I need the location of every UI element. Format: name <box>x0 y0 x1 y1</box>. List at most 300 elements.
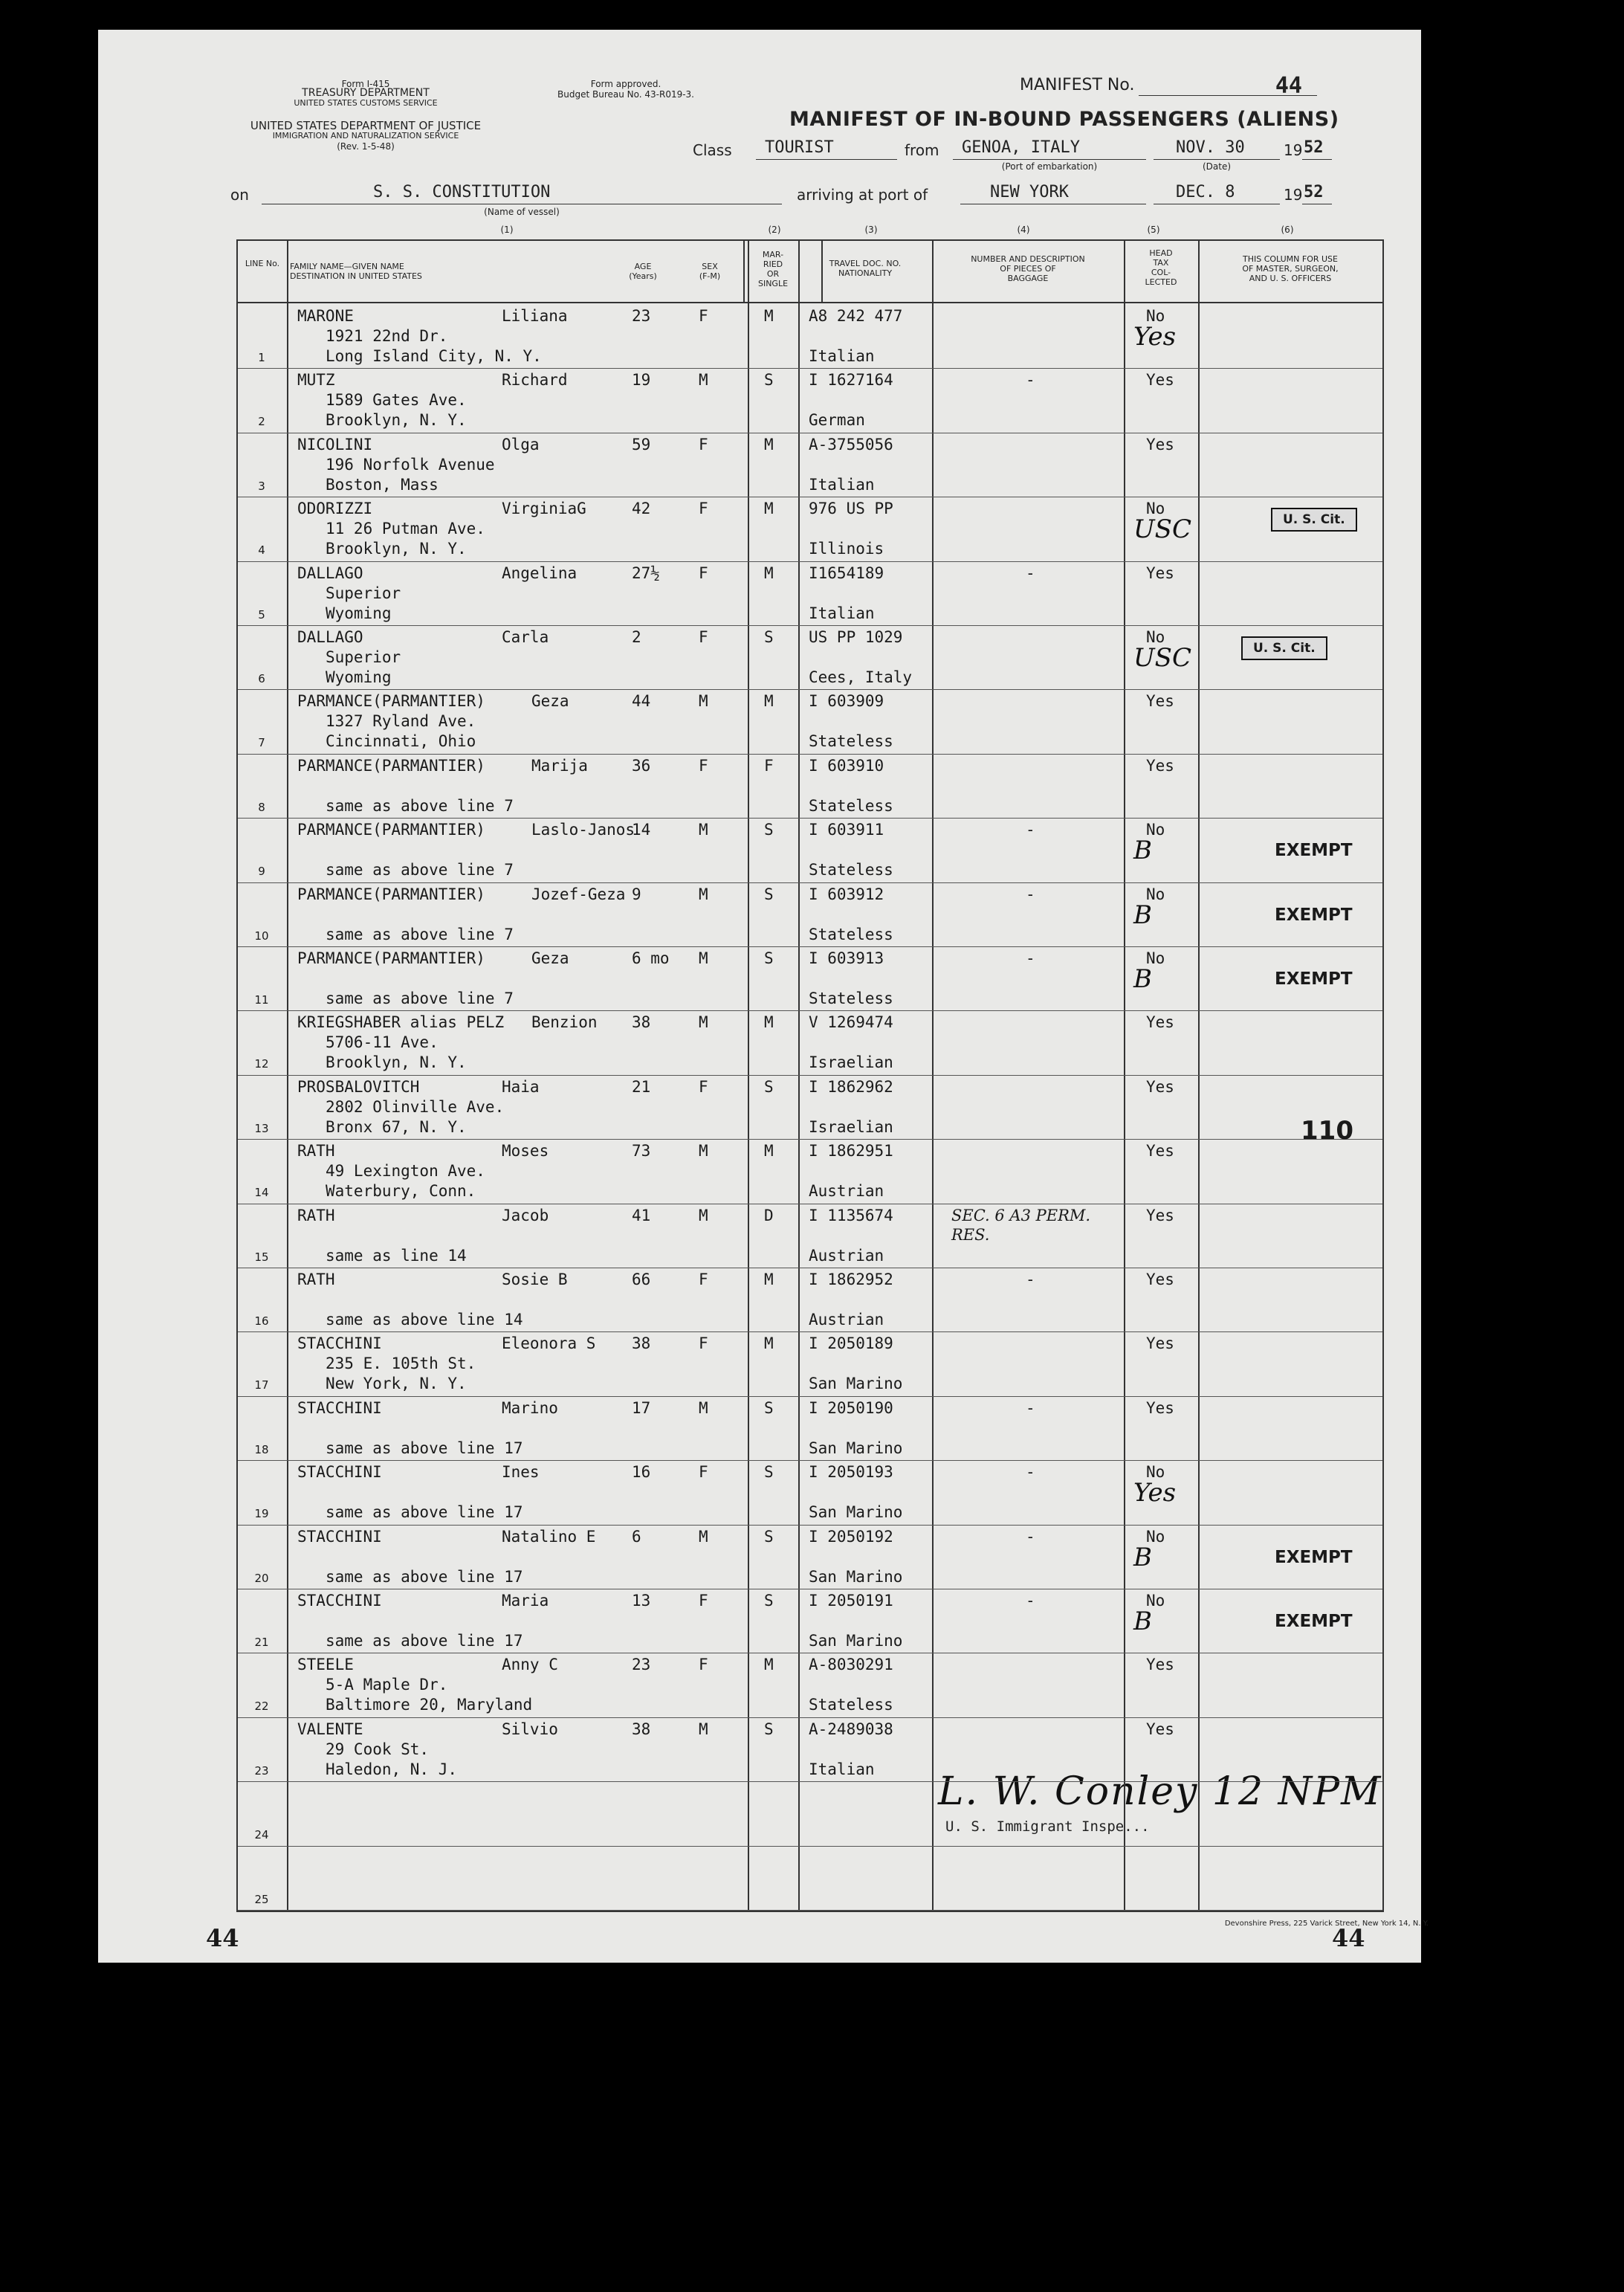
table-row <box>238 1526 1382 1589</box>
table-row <box>238 947 1382 1011</box>
line-number: 9 <box>258 865 265 879</box>
travel-doc-no: I 1862952 <box>809 1271 893 1288</box>
line-number: 8 <box>258 800 265 814</box>
nationality: Israelian <box>809 1117 893 1136</box>
family-name: STEELE <box>297 1656 354 1674</box>
given-name: Geza <box>531 949 569 967</box>
sex: M <box>699 1720 708 1738</box>
family-name: DALLAGO <box>297 628 363 646</box>
address-line-1: 2802 Olinville Ave. <box>326 1097 505 1116</box>
col-num-2: (2) <box>768 225 781 235</box>
travel-doc-no: I1654189 <box>809 564 884 582</box>
travel-doc-no: I 603913 <box>809 949 884 967</box>
age: 42 <box>632 500 651 518</box>
sex: F <box>699 307 708 325</box>
address-line-2: Brooklyn, N. Y. <box>326 1053 467 1072</box>
travel-doc-no: A-8030291 <box>809 1656 893 1674</box>
travel-doc-no: I 1135674 <box>809 1206 893 1224</box>
exempt-mark: EXEMPT <box>1275 1612 1353 1631</box>
head-tax: No <box>1146 821 1165 839</box>
line-number: 6 <box>258 672 265 685</box>
line-number: 11 <box>254 993 269 1007</box>
age: 13 <box>632 1592 651 1610</box>
age: 27½ <box>632 564 660 582</box>
family-name: VALENTE <box>297 1720 363 1738</box>
table-row <box>238 1076 1382 1146</box>
arrival-year-prefix: 19 <box>1284 186 1303 204</box>
family-name: RATH <box>297 1271 335 1288</box>
page-number-right: 44 <box>1332 1924 1365 1952</box>
head-tax: No <box>1146 885 1165 903</box>
age: 73 <box>632 1142 651 1160</box>
table-row <box>238 1332 1382 1396</box>
age: 66 <box>632 1271 651 1288</box>
travel-doc-no: I 2050192 <box>809 1527 893 1546</box>
ins-service: IMMIGRATION AND NATURALIZATION SERVICE <box>272 131 459 141</box>
sex: M <box>699 692 708 711</box>
manifest-title: MANIFEST OF IN-BOUND PASSENGERS (ALIENS) <box>789 108 1339 131</box>
nationality: Stateless <box>809 925 893 943</box>
sex: F <box>699 435 708 453</box>
page-number-left: 44 <box>206 1924 239 1952</box>
family-name: MARONE <box>297 307 354 325</box>
age: 6 mo <box>632 949 670 967</box>
tally-mark: 110 <box>1301 1115 1353 1146</box>
from-label: from <box>905 141 939 159</box>
sex: F <box>699 1463 708 1482</box>
address-line-1: 5706-11 Ave. <box>326 1033 439 1052</box>
address-line-2: same as above line 7 <box>326 861 514 879</box>
sex: M <box>699 821 708 839</box>
form-number: Form I-415 <box>341 79 390 89</box>
table-row <box>238 1653 1382 1717</box>
baggage: - <box>1026 885 1035 903</box>
row-divider <box>238 1910 1382 1911</box>
given-name: Liliana <box>502 307 568 325</box>
marital-status: S <box>764 949 774 967</box>
head-tax: Yes <box>1146 1206 1174 1224</box>
given-name: VirginiaG <box>502 500 586 518</box>
table-row <box>238 562 1382 626</box>
sex: M <box>699 1206 708 1224</box>
table-row <box>238 883 1382 947</box>
address-line-2: Wyoming <box>326 604 392 622</box>
line-number: 21 <box>254 1636 269 1649</box>
marital-status: S <box>764 821 774 839</box>
travel-doc-no: I 2050191 <box>809 1592 893 1610</box>
age: 21 <box>632 1077 651 1096</box>
travel-doc-no: I 603910 <box>809 756 884 775</box>
address-line-1: 1327 Ryland Ave. <box>326 712 476 731</box>
given-name: Ines <box>502 1463 540 1482</box>
table-row <box>238 1782 1382 1846</box>
line-number: 19 <box>254 1507 269 1521</box>
line-number: 16 <box>254 1314 269 1328</box>
family-name: PROSBALOVITCH <box>297 1077 420 1096</box>
table-row <box>238 1011 1382 1075</box>
family-name: MUTZ <box>297 371 335 390</box>
port-caption: (Port of embarkation) <box>1001 161 1098 172</box>
form-approved: Form approved. <box>590 79 661 89</box>
line-number: 20 <box>254 1571 269 1585</box>
address-line-1: 11 26 Putman Ave. <box>326 520 485 538</box>
given-name: Richard <box>502 371 568 390</box>
head-tax: No <box>1146 1527 1165 1546</box>
sex: M <box>699 1142 708 1160</box>
header-head-tax: HEAD TAX COL- LECTED <box>1145 248 1177 287</box>
depart-year-value: 52 <box>1304 138 1324 157</box>
line-number: 7 <box>258 736 265 750</box>
sex: F <box>699 1271 708 1288</box>
line-number: 23 <box>254 1763 269 1778</box>
table-row <box>238 369 1382 433</box>
travel-doc-no: I 603909 <box>809 692 884 711</box>
given-name: Haia <box>502 1077 540 1096</box>
head-tax: Yes <box>1146 1334 1174 1353</box>
nationality: San Marino <box>809 1375 903 1393</box>
address-line-1: Superior <box>326 648 401 666</box>
head-tax: Yes <box>1146 756 1174 775</box>
travel-doc-no: I 1862962 <box>809 1077 893 1096</box>
vessel-value: S. S. CONSTITUTION <box>373 183 551 201</box>
table-row <box>238 1397 1382 1461</box>
from-field <box>953 138 1146 160</box>
baggage: - <box>1026 564 1035 582</box>
table-row <box>238 1718 1382 1782</box>
family-name: KRIEGSHABER alias PELZ <box>297 1013 505 1032</box>
marital-status: S <box>764 1463 774 1482</box>
header-sex: SEX (F-M) <box>699 262 721 281</box>
age: 6 <box>632 1527 641 1546</box>
sex: M <box>699 885 708 903</box>
address-line-1: 49 Lexington Ave. <box>326 1162 485 1181</box>
baggage: SEC. 6 A3 PERM. RES. <box>951 1206 1091 1244</box>
travel-doc-no: A-2489038 <box>809 1720 893 1738</box>
marital-status: M <box>764 564 774 582</box>
customs-service: UNITED STATES CUSTOMS SERVICE <box>294 98 438 108</box>
header-travel-doc: TRAVEL DOC. NO. NATIONALITY <box>829 259 902 278</box>
handwritten-note: USC <box>1133 643 1191 673</box>
age: 23 <box>632 307 651 325</box>
head-tax: Yes <box>1146 435 1174 453</box>
head-tax: Yes <box>1146 371 1174 390</box>
travel-doc-no: I 2050190 <box>809 1398 893 1417</box>
col-num-5: (5) <box>1147 225 1160 235</box>
nationality: Stateless <box>809 990 893 1007</box>
given-name: Geza <box>531 692 569 711</box>
table-row <box>238 626 1382 690</box>
travel-doc-no: A-3755056 <box>809 435 893 453</box>
travel-doc-no: I 603911 <box>809 821 884 839</box>
age: 17 <box>632 1398 651 1417</box>
vessel-caption: (Name of vessel) <box>484 207 560 217</box>
sex: F <box>699 1077 708 1096</box>
baggage: - <box>1026 371 1035 390</box>
travel-doc-no: I 2050193 <box>809 1463 893 1482</box>
head-tax: Yes <box>1146 1271 1174 1288</box>
nationality: Italian <box>809 1760 875 1778</box>
nationality: Stateless <box>809 732 893 751</box>
header-officers: THIS COLUMN FOR USE OF MASTER, SURGEON, AND U. S. OFFICERS <box>1242 254 1339 283</box>
table-row <box>238 1461 1382 1525</box>
nationality: Cees, Italy <box>809 668 913 686</box>
depart-date-value: NOV. 30 <box>1176 138 1245 157</box>
baggage: - <box>1026 1271 1035 1288</box>
nationality: San Marino <box>809 1439 903 1457</box>
handwritten-note: Yes <box>1133 1478 1177 1508</box>
address-line-2: New York, N. Y. <box>326 1375 467 1393</box>
age: 9 <box>632 885 641 903</box>
nationality: Austrian <box>809 1246 884 1265</box>
line-number: 18 <box>254 1442 269 1456</box>
baggage: - <box>1026 1527 1035 1546</box>
marital-status: M <box>764 435 774 453</box>
class-label: Class <box>693 141 732 159</box>
nationality: Italian <box>809 347 875 365</box>
table-row <box>238 1268 1382 1332</box>
address-line-2: Bronx 67, N. Y. <box>326 1117 467 1136</box>
address-line-2: Brooklyn, N. Y. <box>326 540 467 558</box>
nationality: Austrian <box>809 1182 884 1201</box>
table-row <box>238 755 1382 819</box>
age: 2 <box>632 628 641 646</box>
arrival-port-value: NEW YORK <box>990 183 1069 201</box>
age: 16 <box>632 1463 651 1482</box>
address-line-1: 1921 22nd Dr. <box>326 327 448 345</box>
age: 59 <box>632 435 651 453</box>
family-name: RATH <box>297 1142 335 1160</box>
given-name: Angelina <box>502 564 578 582</box>
address-line-2: same as above line 7 <box>326 990 514 1007</box>
family-name: RATH <box>297 1206 335 1224</box>
arrival-year-value: 52 <box>1304 183 1324 201</box>
age: 23 <box>632 1656 651 1674</box>
nationality: Italian <box>809 475 875 494</box>
given-name: Silvio <box>502 1720 558 1738</box>
family-name: PARMANCE(PARMANTIER) <box>297 949 485 967</box>
family-name: STACCHINI <box>297 1334 382 1353</box>
head-tax: Yes <box>1146 1077 1174 1096</box>
line-number: 24 <box>254 1828 269 1842</box>
sex: F <box>699 1592 708 1610</box>
arrival-date-field <box>1154 183 1280 204</box>
address-line-2: same as above line 7 <box>326 796 514 815</box>
given-name: Benzion <box>531 1013 598 1032</box>
head-tax: No <box>1146 949 1165 967</box>
head-tax: No <box>1146 1463 1165 1482</box>
col-num-6: (6) <box>1281 225 1294 235</box>
given-name: Moses <box>502 1142 549 1160</box>
arrival-port-field <box>960 183 1146 204</box>
line-number: 4 <box>258 543 265 558</box>
col-num-3: (3) <box>864 225 878 235</box>
line-number: 3 <box>258 479 265 493</box>
age: 36 <box>632 756 651 775</box>
depart-year-prefix: 19 <box>1284 141 1303 159</box>
family-name: ODORIZZI <box>297 500 373 518</box>
handwritten-note: B <box>1133 836 1152 866</box>
marital-status: S <box>764 1398 774 1417</box>
family-name: NICOLINI <box>297 435 373 453</box>
head-tax: Yes <box>1146 1720 1174 1738</box>
manifest-no-field <box>1139 73 1317 99</box>
line-number: 1 <box>258 351 265 364</box>
address-line-2: Cincinnati, Ohio <box>326 732 476 751</box>
head-tax: No <box>1146 1592 1165 1610</box>
depart-year-field <box>1302 138 1332 160</box>
marital-status: M <box>764 307 774 325</box>
nationality: Austrian <box>809 1311 884 1329</box>
address-line-2: same as above line 7 <box>326 925 514 943</box>
handwritten-note: B <box>1133 900 1152 930</box>
given-name: Natalino E <box>502 1527 596 1546</box>
handwritten-note: B <box>1133 1542 1152 1572</box>
sex: M <box>699 949 708 967</box>
table-row <box>238 1140 1382 1204</box>
given-name: Maria <box>502 1592 549 1610</box>
marital-status: M <box>764 500 774 518</box>
header-baggage: NUMBER AND DESCRIPTION OF PIECES OF BAGGAGE <box>971 254 1085 283</box>
table-row <box>238 1204 1382 1268</box>
address-line-2: same as above line 14 <box>326 1311 523 1329</box>
head-tax: No <box>1146 628 1165 646</box>
head-tax: Yes <box>1146 1398 1174 1417</box>
address-line-2: same as above line 17 <box>326 1439 523 1457</box>
table-row <box>238 497 1382 561</box>
from-value: GENOA, ITALY <box>962 138 1080 157</box>
baggage: - <box>1026 1398 1035 1417</box>
marital-status: M <box>764 1334 774 1353</box>
given-name: Laslo-Janos <box>531 821 635 839</box>
address-line-2: Baltimore 20, Maryland <box>326 1696 533 1714</box>
address-line-2: same as above line 17 <box>326 1632 523 1650</box>
marital-status: S <box>764 1720 774 1738</box>
given-name: Jacob <box>502 1206 549 1224</box>
travel-doc-no: 976 US PP <box>809 500 893 518</box>
head-tax: Yes <box>1146 692 1174 711</box>
line-number: 25 <box>254 1892 269 1906</box>
given-name: Jozef-Geza <box>531 885 626 903</box>
manifest-no-label: MANIFEST No. <box>1020 76 1135 94</box>
handwritten-note: B <box>1133 1607 1152 1636</box>
head-tax: Yes <box>1146 1142 1174 1160</box>
budget-bureau: Budget Bureau No. 43-R019-3. <box>557 89 694 100</box>
marital-status: M <box>764 1271 774 1288</box>
nationality: Stateless <box>809 1696 893 1714</box>
exempt-mark: EXEMPT <box>1275 905 1353 925</box>
sex: F <box>699 628 708 646</box>
address-line-1: 235 E. 105th St. <box>326 1355 476 1373</box>
address-line-2: Long Island City, N. Y. <box>326 347 542 365</box>
address-line-2: same as above line 17 <box>326 1503 523 1522</box>
nationality: Illinois <box>809 540 884 558</box>
address-line-2: Boston, Mass <box>326 475 439 494</box>
manifest-no-value: 44 <box>1275 73 1302 99</box>
marital-status: S <box>764 628 774 646</box>
travel-doc-no: V 1269474 <box>809 1013 893 1032</box>
date-caption: (Date) <box>1202 161 1232 172</box>
table-row <box>238 1847 1382 1911</box>
nationality: Italian <box>809 604 875 622</box>
head-tax: Yes <box>1146 564 1174 582</box>
line-number: 12 <box>254 1057 269 1071</box>
address-line-2: same as line 14 <box>326 1246 467 1265</box>
age: 14 <box>632 821 651 839</box>
travel-doc-no: I 2050189 <box>809 1334 893 1353</box>
handwritten-note: USC <box>1133 514 1191 545</box>
treasury-dept: TREASURY DEPARTMENT <box>302 87 430 99</box>
family-name: STACCHINI <box>297 1527 382 1546</box>
line-number: 22 <box>254 1699 269 1714</box>
address-line-2: Haledon, N. J. <box>326 1760 458 1778</box>
line-number: 14 <box>254 1186 269 1200</box>
nationality: San Marino <box>809 1632 903 1650</box>
marital-status: M <box>764 1013 774 1032</box>
on-label: on <box>230 186 249 204</box>
us-citizen-stamp: U. S. Cit. <box>1271 508 1357 532</box>
age: 41 <box>632 1206 651 1224</box>
header-married: MAR- RIED OR SINGLE <box>757 250 789 288</box>
address-line-2: Brooklyn, N. Y. <box>326 411 467 430</box>
handwritten-note: B <box>1133 964 1152 994</box>
exempt-mark: EXEMPT <box>1275 969 1353 989</box>
table-row <box>238 690 1382 754</box>
sex: M <box>699 371 708 390</box>
class-value: TOURIST <box>765 138 834 157</box>
given-name: Carla <box>502 628 549 646</box>
given-name: Marija <box>531 756 588 775</box>
us-citizen-stamp: U. S. Cit. <box>1241 636 1327 660</box>
class-field <box>756 138 897 160</box>
travel-doc-no: US PP 1029 <box>809 628 903 646</box>
line-number: 5 <box>258 607 265 622</box>
head-tax: Yes <box>1146 1013 1174 1032</box>
marital-status: S <box>764 885 774 903</box>
address-line-1: 29 Cook St. <box>326 1740 430 1758</box>
line-number: 13 <box>254 1121 269 1135</box>
age: 19 <box>632 371 651 390</box>
age: 44 <box>632 692 651 711</box>
baggage: - <box>1026 1463 1035 1482</box>
given-name: Sosie B <box>502 1271 568 1288</box>
head-tax: Yes <box>1146 1656 1174 1674</box>
marital-status: M <box>764 1656 774 1674</box>
header-line-no: LINE No. <box>245 259 280 268</box>
col-num-4: (4) <box>1017 225 1030 235</box>
travel-doc-no: I 1627164 <box>809 371 893 390</box>
sex: M <box>699 1527 708 1546</box>
marital-status: M <box>764 692 774 711</box>
arrival-year-field <box>1302 183 1332 204</box>
nationality: Stateless <box>809 861 893 879</box>
handwritten-note: Yes <box>1133 322 1177 352</box>
arriving-label: arriving at port of <box>797 186 928 204</box>
arrival-date-value: DEC. 8 <box>1176 183 1235 201</box>
marital-status: S <box>764 371 774 390</box>
sex: F <box>699 756 708 775</box>
table-row <box>238 433 1382 497</box>
marital-status: D <box>764 1206 774 1224</box>
sex: F <box>699 500 708 518</box>
table-row <box>238 1589 1382 1653</box>
travel-doc-no: I 603912 <box>809 885 884 903</box>
marital-status: S <box>764 1077 774 1096</box>
travel-doc-no: A8 242 477 <box>809 307 903 325</box>
travel-doc-no: I 1862951 <box>809 1142 893 1160</box>
nationality: German <box>809 411 865 430</box>
given-name: Eleonora S <box>502 1334 596 1353</box>
address-line-1: 5-A Maple Dr. <box>326 1676 448 1694</box>
